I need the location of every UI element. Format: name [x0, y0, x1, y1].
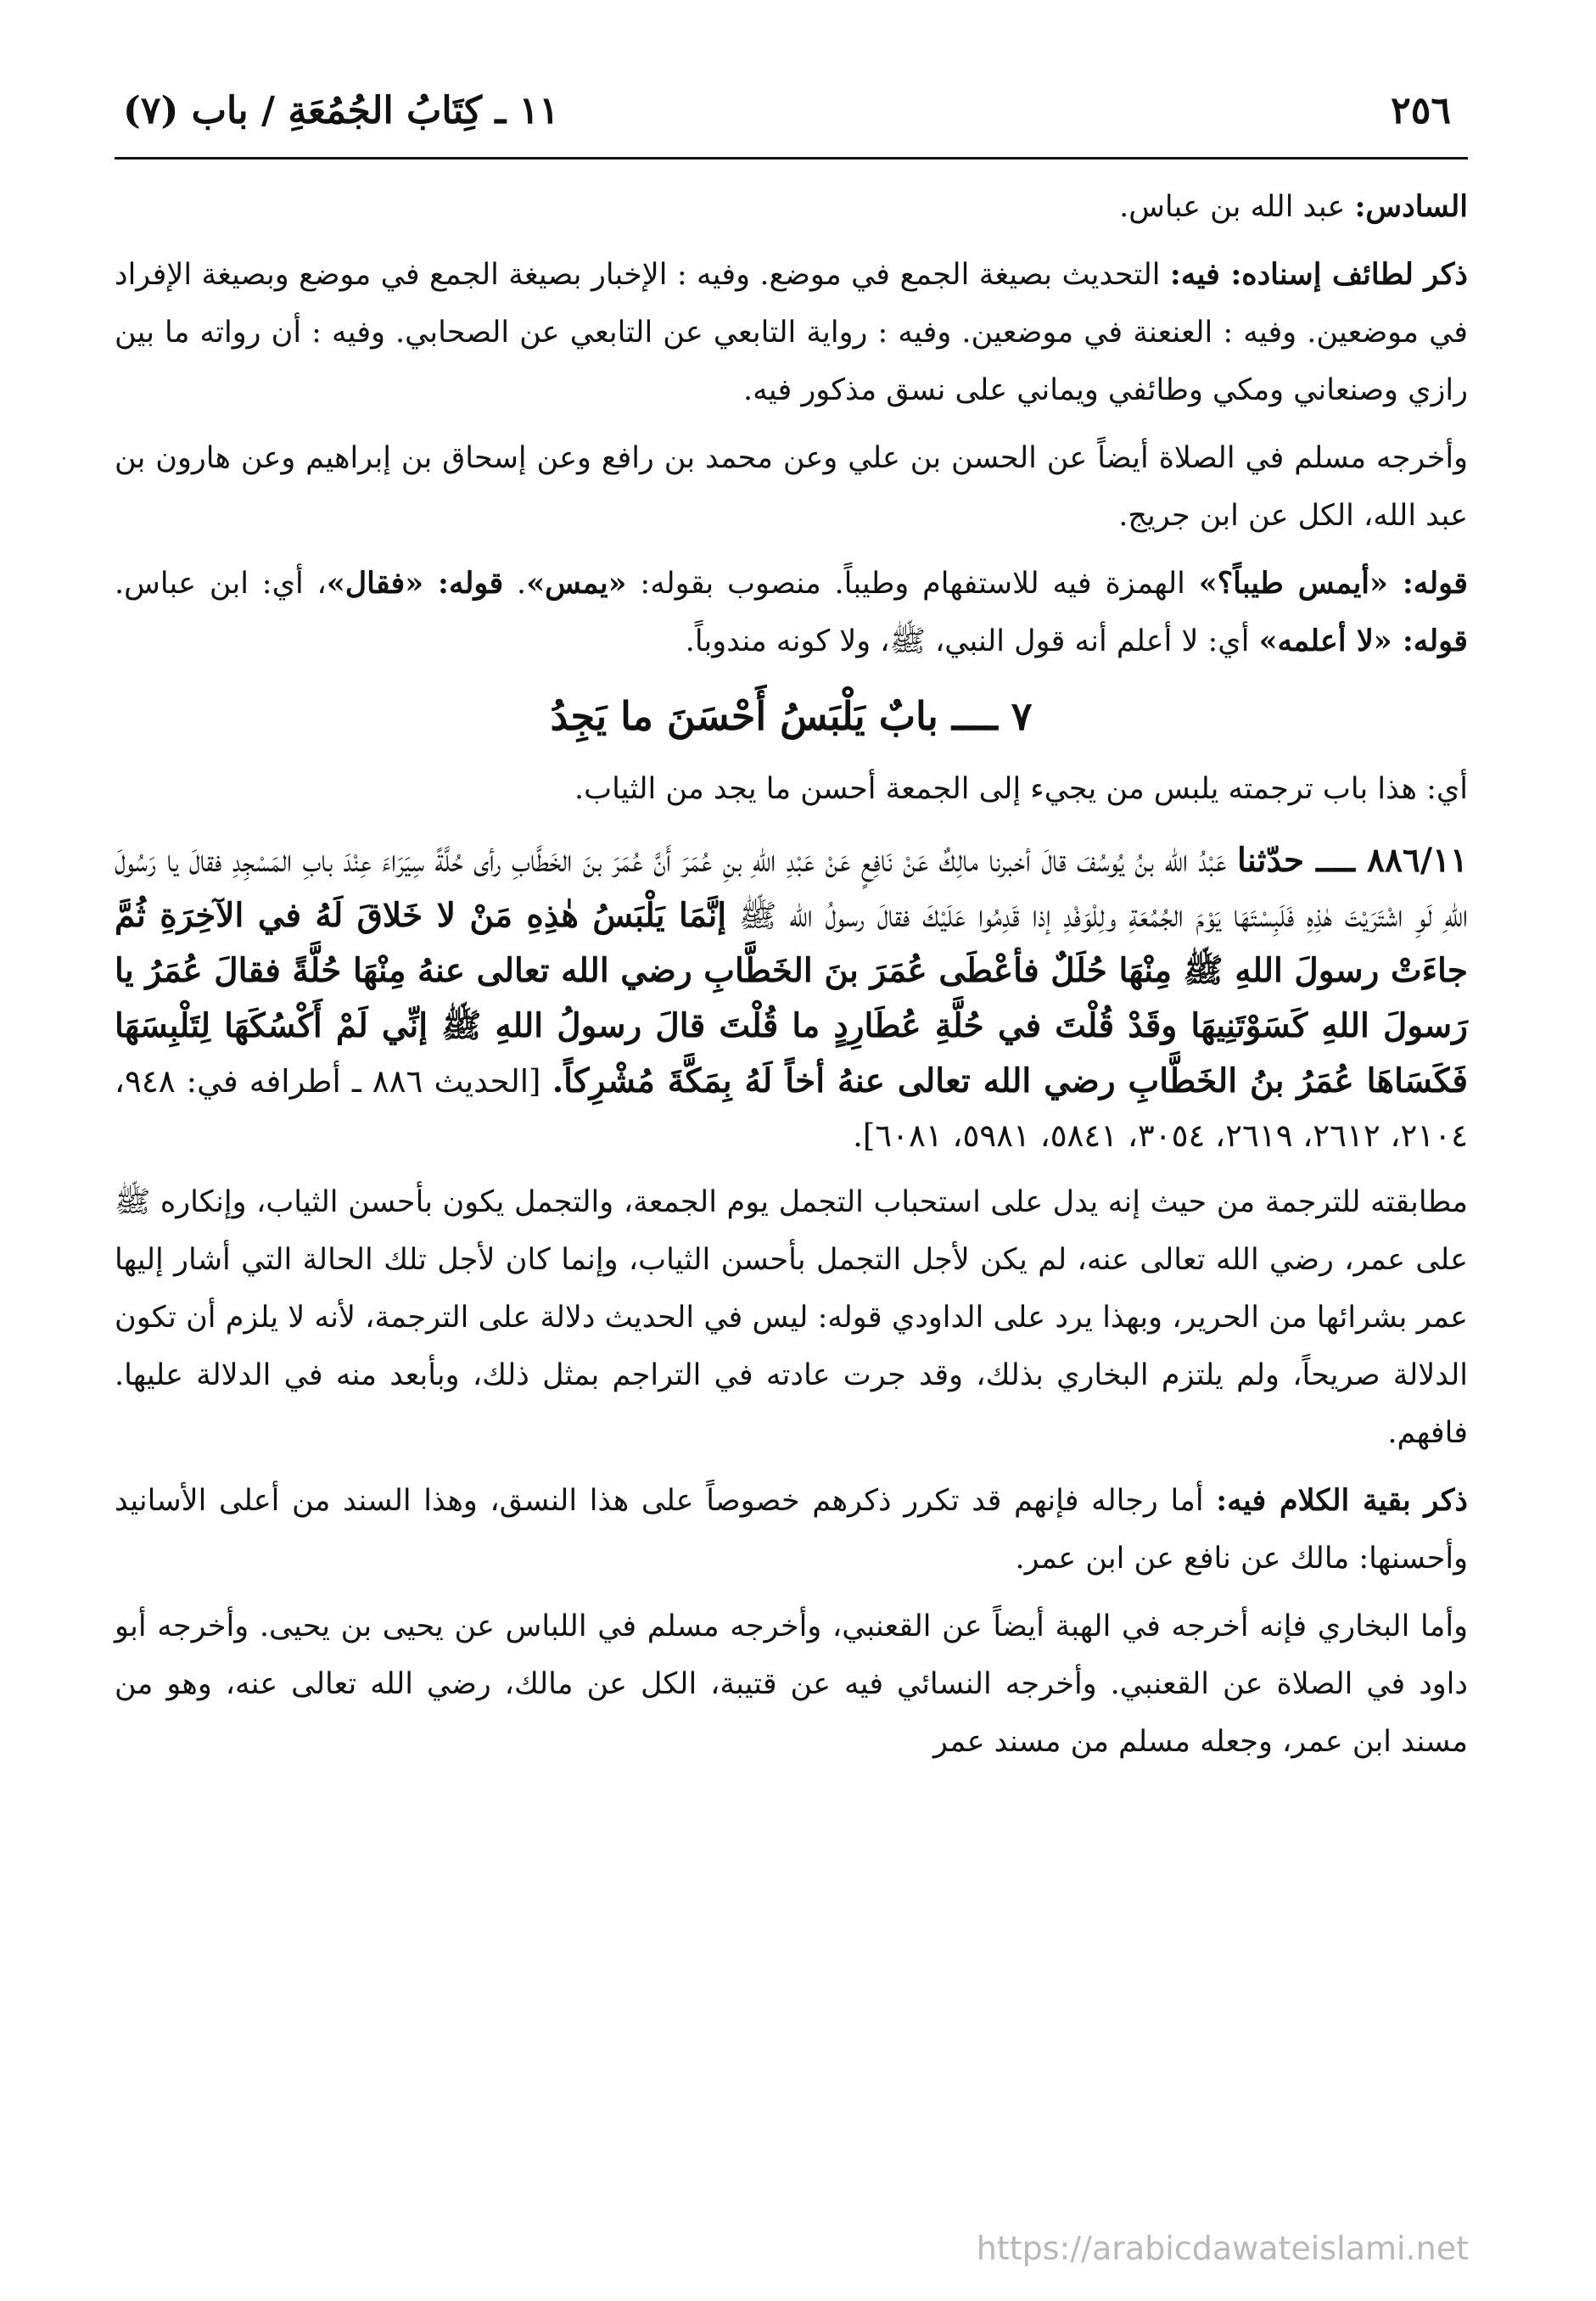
remaining-discussion-text: أما رجاله فإنهم قد تكرر ذكرهم خصوصاً على هذا النسق، وهذا السند من أعلى الأسانيد وأحسنها: مالك عن نافع عن ابن عمر.	[115, 1484, 1468, 1576]
hadith-text-bold: إنَّمَا يَلْبَسُ هٰذِهِ مَنْ لا خَلاقَ لَهُ في الآخِرَةِ ثُمَّ جاءَتْ رسولَ اللهِ ﷺ مِنْهَا حُلَلٌ فأعْطَى عُمَرَ بنَ الخَطَّابِ رضي الله تعالى عنهُ مِنْهَا حُلَّةً فقالَ عُمَرُ يا رَسولَ اللهِ كَسَوْتَنِيهَا وقَدْ قُلْتَ في حُلَّةِ عُطَارِدٍ ما قُلْتَ قالَ رسولُ اللهِ ﷺ إنِّي لَمْ أَكْسُكَهَا لِتَلْبِسَهَا فَكَسَاهَا عُمَرُ بنُ الخَطَّابِ رضي الله تعالى عنهُ أخاً لَهُ بِمَكَّةَ مُشْرِكاً.	[115, 896, 1468, 1100]
explanation-paragraph	[115, 555, 1468, 670]
remaining-discussion-label: ذكر بقية الكلام فيه:	[1216, 1483, 1468, 1518]
quote-2: «يمس»	[526, 566, 627, 601]
isnad-subtleties-label: ذكر لطائف إسناده: فيه:	[1169, 257, 1468, 292]
quote-3: قوله: «فقال»	[326, 566, 504, 601]
commentary-paragraph-1: مطابقته للترجمة من حيث إنه يدل على استحباب التجمل يوم الجمعة، والتجمل يكون بأحسن الثياب، وإنكاره ﷺ على عمر، رضي الله تعالى عنه، لم يكن لأجل التجمل بأحسن الثياب، وإنما كان لأجل تلك الحالة التي أشار إليها عمر بشرائها من الحرير، وبهذا يرد على الداودي قوله: ليس في الحديث دلالة على الترجمة، لأنه لا يلزم أن تكون الدلالة صريحاً، ولم يلتزم البخاري بذلك، وقد جرت عادته في التراجم بمثل ذلك، وبأبعد منه في الدلالة عليها. فافهم.	[115, 1185, 1468, 1450]
narrator-label: السادس:	[1354, 189, 1468, 224]
hadith-references: [الحديث ٨٨٦ ـ أطرافه في: ٩٤٨، ٢١٠٤، ٢٦١٢، ٢٦١٩، ٣٠٥٤، ٥٨٤١، ٥٩٨١، ٦٠٨١].	[115, 1063, 1468, 1154]
commentary-paragraph-3: وأما البخاري فإنه أخرجه في الهبة أيضاً عن القعنبي، وأخرجه مسلم في اللباس عن يحيى بن يحيى. وأخرجه أبو داود في الصلاة عن القعنبي. وأخرجه النسائي فيه عن قتيبة، الكل عن مالك، رضي الله تعالى عنه، وهو من مسند ابن عمر، وجعله مسلم من مسند عمر	[115, 1610, 1468, 1759]
hadith-number: ٨٨٦/١١ ــــ حدّثنا	[1236, 841, 1468, 880]
text-3: ، أي: ابن عباس.	[115, 567, 327, 601]
chapter-explanation: أي: هذا باب ترجمته يلبس من يجيء إلى الجمعة أحسن ما يجد من الثياب.	[574, 772, 1468, 806]
text-4: أي: لا أعلم أنه قول النبي، ﷺ، ولا كونه مندوباً.	[685, 624, 1259, 658]
narrator-text: عبد الله بن عباس.	[1119, 190, 1355, 224]
watermark-url: https://arabicdawateislami.net	[976, 2230, 1469, 2267]
chapter-heading: ٧ ــــ بابٌ يَلْبَسُ أَحْسَنَ ما يَجِدُ	[550, 693, 1033, 739]
quote-4: قوله: «لا أعلمه»	[1258, 624, 1468, 658]
hadith-text-plain: عَبْدُ الله بنُ يُوسُفَ قالَ أخبرنا مالِكٌ عَنْ نَافِعٍ عَنْ عَبْدِ اللهِ بنِ عُمَرَ أَنَّ عُمَرَ بنَ الخَطَّابِ رأى حُلَّةً سِيَرَاءَ عِنْدَ بابِ المَسْجِدِ فقالَ يا رَسُولَ اللهِ لَوِ اشْتَرَيْتَ هٰذِهِ فَلَبِسْتَهَا يَوْمَ الجُمُعَةِ ولِلْوَفْدِ إذا قَدِمُوا عَلَيْكَ فقالَ رسولُ الله ﷺ	[115, 843, 1468, 934]
isnad-subtleties-text: التحديث بصيغة الجمع في موضع. وفيه : الإخبار بصيغة الجمع في موضع وبصيغة الإفراد في موضعين. وفيه : العنعنة في موضعين. وفيه : رواية التابعي عن التابعي عن الصحابي. وفيه : أن رواته ما بين رازي وصنعاني ومكي وطائفي ويماني على نسق مذكور فيه.	[115, 258, 1468, 407]
text-1: الهمزة فيه للاستفهام وطيباً. منصوب بقوله:	[626, 567, 1199, 601]
narrator-paragraph	[115, 178, 1468, 236]
hadith-paragraph	[115, 833, 1468, 1163]
commentary-paragraph-2	[115, 1472, 1468, 1587]
quote-1: قوله: «أيمس طيباً؟»	[1198, 566, 1468, 601]
isnad-subtleties-paragraph	[115, 246, 1468, 419]
page-body	[115, 178, 1468, 1781]
running-title: ١١ ـ كِتَابُ الجُمُعَةِ / باب (٧)	[123, 89, 559, 132]
page-number: ٢٥٦	[1391, 89, 1451, 132]
text-2: .	[503, 567, 527, 601]
muslim-narration-paragraph: وأخرجه مسلم في الصلاة أيضاً عن الحسن بن علي وعن محمد بن رافع وعن إسحاق بن إبراهيم وعن هارون بن عبد الله، الكل عن ابن جريج.	[115, 441, 1468, 533]
page-header	[115, 81, 1468, 160]
